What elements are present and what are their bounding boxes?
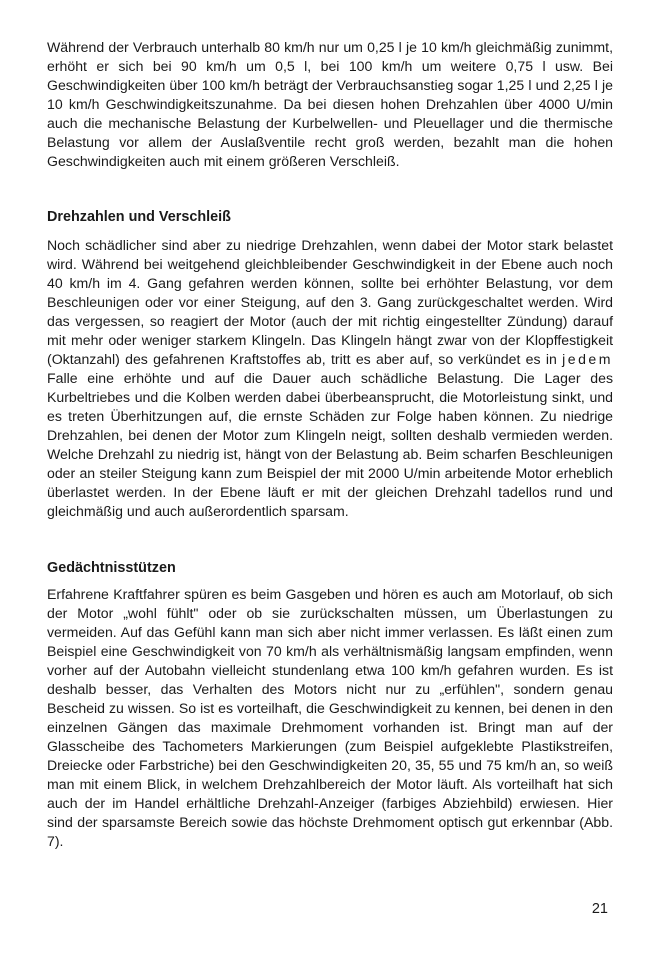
heading-gedaechtnisstuetzen: Gedächtnisstützen	[47, 560, 176, 576]
heading-drehzahlen-verschleiss: Drehzahlen und Verschleiß	[47, 209, 231, 225]
emphasis-jedem: jedem	[562, 351, 613, 367]
page-content	[47, 38, 613, 851]
paragraph-drehzahlen-part-2: Falle eine erhöhte und auf die Dauer auch schädliche Belastung. Die Lager des Kurbeltriebes und die Kolben werden dabei überbeansprucht, die Motorleistung sinkt, und es treten Überhitzungen auf, die ernste Schäden zur Folge haben können. Zu niedrige Drehzahlen, bei denen der Motor zum Klingeln neigt, sollten deshalb vermieden werden. Welche Drehzahl zu niedrig ist, hängt von der Belastung ab. Beim scharfen Beschleunigen oder an steiler Steigung kann zum Beispiel der mit 2000 U/min arbeitende Motor erheblich überlastet werden. In der Ebene läuft er mit der gleichen Drehzahl tadellos rund und gleichmäßig und auch außerordentlich sparsam.	[47, 370, 613, 519]
paragraph-gedaechtnisstuetzen: Erfahrene Kraftfahrer spüren es beim Gasgeben und hören es auch am Motorlauf, ob sich der Motor „wohl fühlt" oder ob sie zurückschalten müssen, um Überlastungen zu vermeiden. Auf das Gefühl kann man sich aber nicht immer verlassen. Es läßt einen zum Beispiel eine Geschwindigkeit von 70 km/h als verhältnismäßig langsam empfinden, wenn vorher auf der Autobahn vielleicht stundenlang etwa 100 km/h gefahren wurden. Es ist deshalb besser, das Verhalten des Motors nicht nur zu „erfühlen", sondern genau Bescheid zu wissen. So ist es vorteilhaft, die Geschwindigkeit zu kennen, bei denen in den einzelnen Gängen das maximale Drehmoment vorhanden ist. Bringt man auf der Glasscheibe des Tachometers Markierungen (zum Beispiel aufgeklebte Plastikstreifen, Dreiecke oder Farbstriche) bei den Geschwindigkeiten 20, 35, 55 und 75 km/h an, so weiß man mit einem Blick, in welchem Drehzahlbereich der Motor läuft. Als vorteilhaft hat sich auch der im Handel erhältliche Drehzahl-Anzeiger (farbiges Abziehbild) erwiesen. Hier sind der sparsamste Bereich sowie das höchste Drehmoment optisch gut erkennbar (Abb. 7).	[47, 586, 613, 849]
paragraph-drehzahlen-part-1: Noch schädlicher sind aber zu niedrige Drehzahlen, wenn dabei der Motor stark belastet wird. Während bei weitgehend gleichbleibender Geschwindigkeit in der Ebene auch noch 40 km/h im 4. Gang gefahren werden können, sollte bei erhöhter Belastung, vor dem Beschleunigen oder vor einer Steigung, auf den 3. Gang zurückgeschaltet werden. Wird das vergessen, so reagiert der Motor (auch der mit richtig eingestellter Zündung) darauf mit mehr oder weniger starkem Klingeln. Das Klingeln hängt zwar von der Klopffestigkeit (Oktanzahl) des gefahrenen Kraftstoffes ab, tritt es aber auf, so verkündet es in	[47, 237, 613, 367]
paragraph-verbrauch: Während der Verbrauch unterhalb 80 km/h nur um 0,25 l je 10 km/h gleichmäßig zunimmt, erhöht er sich bei 90 km/h um 0,5 l, bei 100 km/h um weitere 0,75 l usw. Bei Geschwindigkeiten über 100 km/h beträgt der Verbrauchsanstieg sogar 1,25 l und 2,25 l je 10 km/h Geschwindigkeitszunahme. Da bei diesen hohen Drehzahlen über 4000 U/min auch die mechanische Belastung der Kurbelwellen- und Pleuellager und die thermische Belastung vor allem der Auslaßventile recht groß werden, bezahlt man die hohen Geschwindigkeiten auch mit einem größeren Verschleiß.	[47, 39, 613, 169]
page-number: 21	[591, 901, 608, 917]
paragraph-drehzahlen	[47, 236, 613, 521]
